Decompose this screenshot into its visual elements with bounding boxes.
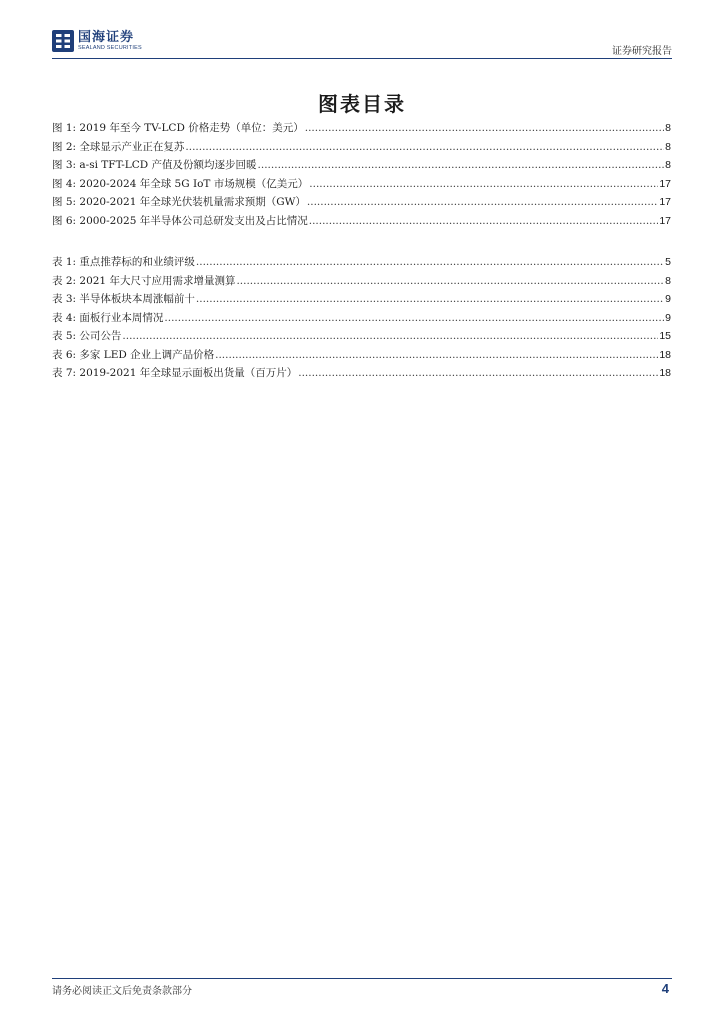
report-type-label: 证券研究报告: [612, 46, 672, 57]
figure-list: [52, 120, 671, 231]
toc-entry-label: 表 5: 公司公告: [52, 330, 122, 342]
toc-row[interactable]: [52, 120, 671, 139]
toc-entry-label: 图 5: 2020-2021 年全球光伏装机量需求预期（GW）: [52, 196, 306, 208]
toc-leader-dots: [258, 159, 665, 171]
toc-page-number: 9: [665, 293, 671, 305]
toc-row[interactable]: [52, 213, 671, 232]
toc-page-number: 8: [665, 122, 671, 134]
toc-row[interactable]: [52, 273, 671, 292]
brand-logo: [52, 30, 142, 52]
toc-page-number: 5: [665, 256, 671, 268]
toc-page-number: 8: [665, 274, 671, 287]
toc-leader-dots: [196, 256, 664, 268]
page-header: [52, 30, 672, 58]
toc-entry-label: 图 3: a-si TFT-LCD 产值及份额均逐步回暖: [52, 159, 257, 171]
toc-entry-label: 图 6: 2000-2025 年半导体公司总研发支出及占比情况: [52, 214, 308, 227]
toc-leader-dots: [298, 367, 658, 379]
sealand-logo-icon: [52, 30, 74, 52]
toc-leader-dots: [309, 178, 658, 190]
footer-divider: [52, 978, 672, 979]
toc-page-number: 17: [659, 214, 671, 227]
page-title: 图表目录: [318, 92, 406, 116]
header-divider: [52, 58, 672, 59]
toc-row[interactable]: [52, 310, 671, 329]
toc-page-number: 9: [665, 311, 671, 324]
toc-page-number: 18: [659, 367, 671, 379]
toc-entry-label: 表 1: 重点推荐标的和业绩评级: [52, 256, 195, 268]
toc-leader-dots: [236, 275, 664, 287]
disclaimer-note: 请务必阅读正文后免责条款部分: [52, 986, 192, 997]
toc-leader-dots: [196, 293, 664, 305]
toc-leader-dots: [215, 349, 658, 361]
brand-name-en: SEALAND SECURITIES: [78, 44, 142, 51]
toc-row[interactable]: [52, 194, 671, 213]
toc-entry-label: 图 2: 全球显示产业正在复苏: [52, 140, 185, 153]
toc-entry-label: 表 3: 半导体板块本周涨幅前十: [52, 293, 195, 305]
toc-entry-label: 表 7: 2019-2021 年全球显示面板出货量（百万片）: [52, 367, 298, 379]
toc-entry-label: 表 2: 2021 年大尺寸应用需求增量测算: [52, 274, 236, 287]
toc-row[interactable]: [52, 347, 671, 366]
toc-entry-label: 图 1: 2019 年至今 TV-LCD 价格走势（单位：美元）: [52, 122, 304, 134]
page-number: 4: [661, 981, 669, 996]
toc-entry-label: 表 4: 面板行业本周情况: [52, 311, 164, 324]
toc-page-number: 17: [659, 177, 671, 190]
toc-leader-dots: [305, 122, 664, 134]
brand-name-cn: 国海证券: [78, 29, 135, 45]
toc-leader-dots: [164, 312, 664, 324]
toc-row[interactable]: [52, 176, 671, 195]
toc-row[interactable]: [52, 365, 671, 384]
toc-row[interactable]: [52, 139, 671, 158]
table-list: [52, 254, 671, 384]
toc-page-number: 8: [665, 140, 671, 153]
toc-row[interactable]: [52, 328, 671, 347]
toc-page-number: 17: [659, 196, 671, 208]
toc-page-number: 18: [659, 348, 671, 361]
toc-row[interactable]: [52, 291, 671, 310]
toc-leader-dots: [185, 141, 664, 153]
toc-entry-label: 图 4: 2020-2024 年全球 5G IoT 市场规模（亿美元）: [52, 177, 309, 190]
toc-leader-dots: [122, 330, 658, 342]
toc-row[interactable]: [52, 254, 671, 273]
toc-page-number: 15: [659, 330, 671, 342]
toc-page-number: 8: [665, 159, 671, 171]
toc-leader-dots: [307, 196, 658, 208]
toc-row[interactable]: [52, 157, 671, 176]
toc-entry-label: 表 6: 多家 LED 企业上调产品价格: [52, 348, 215, 361]
toc-leader-dots: [309, 215, 659, 227]
